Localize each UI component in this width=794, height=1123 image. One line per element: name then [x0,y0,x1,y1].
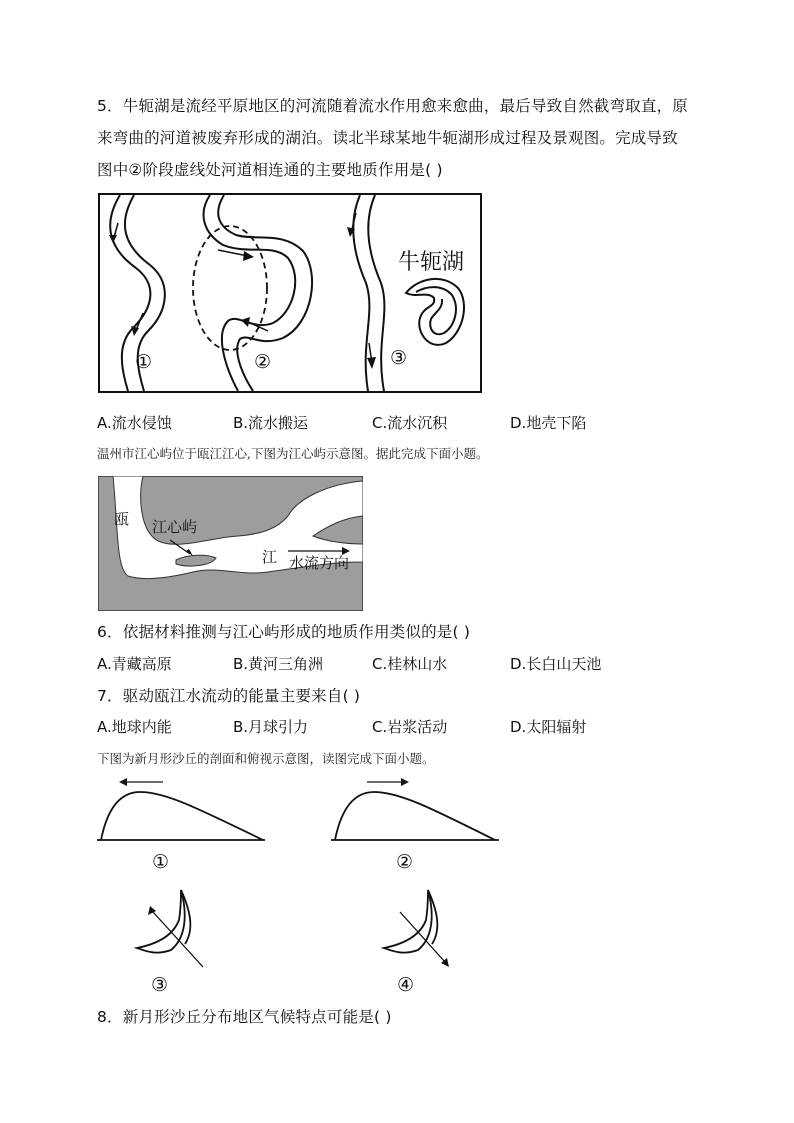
stage-3-label: ③ [390,347,408,369]
dune-profile-2 [331,778,499,873]
label-flow-direction: 水流方向 [289,554,350,572]
q6-text: 6．依据材料推测与江心屿形成的地质作用类似的是( ) [97,623,471,641]
stage-2-label: ② [254,351,272,373]
q7-option-a[interactable]: A.地球内能 [97,718,172,736]
q7-option-d[interactable]: D.太阳辐射 [510,718,587,736]
dune-plan-4 [384,890,449,996]
stage-1-label: ① [135,351,153,373]
q5-option-a[interactable]: A.流水侵蚀 [97,414,172,432]
q6-option-a[interactable]: A.青藏高原 [97,655,172,673]
dune-plan-3 [137,890,203,996]
q5-option-c[interactable]: C.流水沉积 [372,414,448,432]
profile-2-label: ② [396,851,414,873]
label-jiang: 江 [262,548,278,566]
dune-profile-1 [97,778,265,873]
figure-frame [99,194,481,392]
wind-arrow-left [119,778,127,786]
q5-line-3: 图中②阶段虚线处河道相连通的主要地质作用是( ) [97,161,443,179]
q8-text: 8．新月形沙丘分布地区气候特点可能是( ) [97,1008,392,1026]
q6-option-c[interactable]: C.桂林山水 [372,655,448,673]
q6-option-d[interactable]: D.长白山天池 [510,655,602,673]
q5-option-d[interactable]: D.地壳下陷 [510,414,587,432]
label-ou: 瓯 [114,510,130,528]
plan-4-label: ④ [397,974,415,996]
q5-option-b[interactable]: B.流水搬运 [233,414,309,432]
q5-line-1: 5．牛轭湖是流经平原地区的河流随着流水作用愈来愈曲，最后导致自然截弯取直，原 [97,97,688,115]
plan-3-label: ③ [151,974,169,996]
q7-text: 7．驱动瓯江水流动的能量主要来自( ) [97,687,361,705]
crescent-dune-figure [95,772,505,1000]
label-jiangxinyu: 江心屿 [152,518,198,536]
q5-line-2: 来弯曲的河道被废弃形成的湖泊。读北半球某地牛轭湖形成过程及景观图。完成导致 [97,129,678,147]
jiangxinyu-map [98,476,363,611]
profile-1-label: ① [152,851,170,873]
wind-arrow-right [401,778,409,786]
dune-intro-text: 下图为新月形沙丘的剖面和俯视示意图，读图完成下面小题。 [97,751,435,766]
oxbow-lake-label: 牛轭湖 [398,250,465,275]
q7-option-c[interactable]: C.岩浆活动 [372,718,448,736]
river-intro-text: 温州市江心屿位于瓯江江心,下图为江心屿示意图。据此完成下面小题。 [97,446,489,461]
q7-option-b[interactable]: B.月球引力 [233,718,309,736]
q6-option-b[interactable]: B.黄河三角洲 [233,655,324,673]
oxbow-lake-figure [98,193,482,393]
